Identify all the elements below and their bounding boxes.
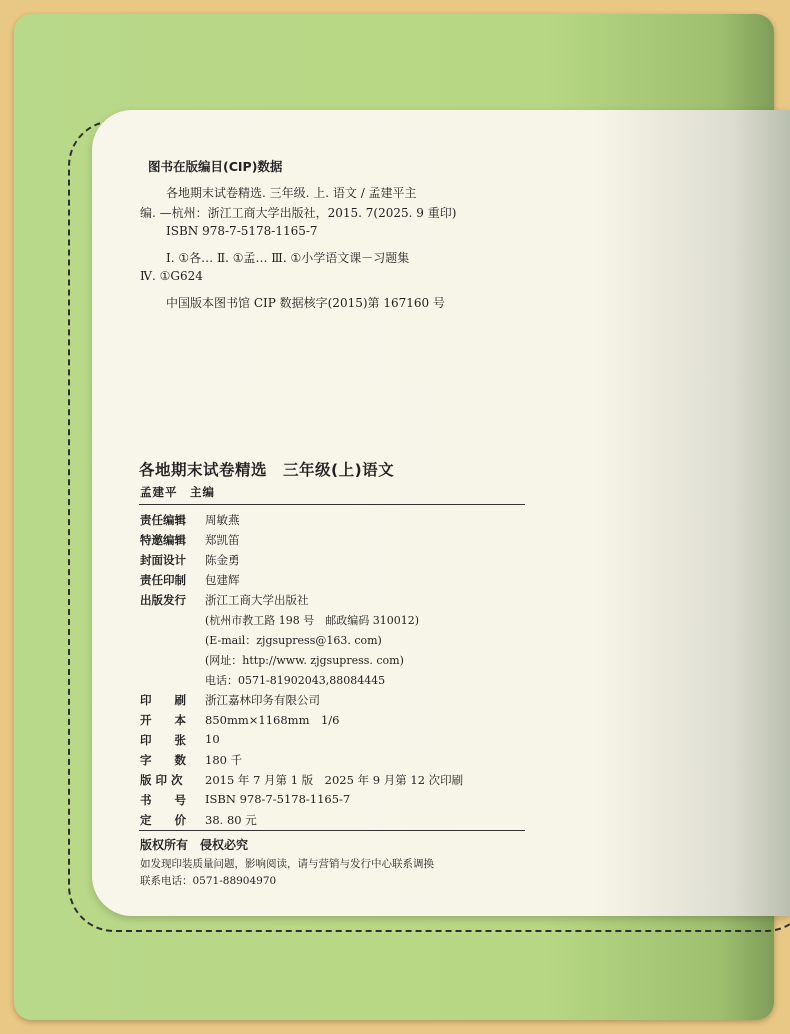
credit-value: 陈金勇 bbox=[205, 553, 240, 567]
price-value: 38. 80 元 bbox=[205, 813, 257, 827]
publisher-name: 浙江工商大学出版社 bbox=[205, 593, 309, 607]
publisher-website: (网址：http://www. zjgsupress. com) bbox=[205, 654, 404, 667]
cip-class-1: Ⅰ. ①各… Ⅱ. ①孟… Ⅲ. ①小学语文课－习题集 bbox=[166, 251, 410, 265]
copyright-notice: 如发现印装质量问题，影响阅读，请与营销与发行中心联系调换 bbox=[140, 858, 434, 870]
credit-value: 郑凯笛 bbox=[205, 533, 240, 547]
cip-line-2: 编. —杭州：浙江工商大学出版社，2015. 7(2025. 9 重印) bbox=[140, 206, 457, 220]
spec-value: 180 千 bbox=[205, 753, 243, 767]
contact-phone: 联系电话：0571-88904970 bbox=[140, 875, 277, 887]
spec-key: 印 刷 bbox=[140, 693, 186, 707]
credit-key: 封面设计 bbox=[140, 553, 186, 567]
divider-bottom bbox=[139, 830, 525, 831]
spec-key: 印 张 bbox=[140, 733, 186, 747]
publisher-phone: 电话：0571-81902043,88084445 bbox=[205, 674, 386, 687]
book-title: 各地期末试卷精选 三年级(上)语文 bbox=[139, 461, 395, 479]
divider-top bbox=[139, 504, 525, 505]
book-editor: 孟建平 主编 bbox=[140, 485, 215, 499]
cip-record-number: 中国版本图书馆 CIP 数据核字(2015)第 167160 号 bbox=[166, 296, 445, 310]
spec-key: 开 本 bbox=[140, 713, 186, 727]
credit-key: 责任编辑 bbox=[140, 513, 186, 527]
cip-line-1: 各地期末试卷精选. 三年级. 上. 语文 / 孟建平主 bbox=[166, 186, 417, 200]
credit-key: 责任印制 bbox=[140, 573, 186, 587]
credit-key: 出版发行 bbox=[140, 593, 186, 607]
spec-key: 字 数 bbox=[140, 753, 186, 767]
cip-isbn: ISBN 978-7-5178-1165-7 bbox=[166, 224, 318, 238]
copyright-title: 版权所有 侵权必究 bbox=[140, 838, 249, 852]
credit-value: 周敏燕 bbox=[205, 513, 240, 527]
spec-key: 定 价 bbox=[140, 813, 186, 827]
spec-value: 10 bbox=[205, 732, 220, 746]
credit-key: 特邀编辑 bbox=[140, 533, 186, 547]
spec-key: 版 印 次 bbox=[140, 773, 183, 787]
spec-value: 850mm×1168mm 1/6 bbox=[205, 713, 340, 727]
cip-title: 图书在版编目(CIP)数据 bbox=[148, 159, 283, 174]
spec-value: 2015 年 7 月第 1 版 2025 年 9 月第 12 次印刷 bbox=[205, 773, 464, 787]
credit-value: 包建辉 bbox=[205, 573, 240, 587]
spec-value: 浙江嘉林印务有限公司 bbox=[205, 693, 320, 707]
spec-value: ISBN 978-7-5178-1165-7 bbox=[205, 792, 351, 806]
publisher-email: (E-mail：zjgsupress@163. com) bbox=[205, 634, 382, 647]
spec-key: 书 号 bbox=[140, 793, 186, 807]
cip-class-2: Ⅳ. ①G624 bbox=[140, 269, 203, 283]
publisher-address: (杭州市教工路 198 号 邮政编码 310012) bbox=[205, 614, 420, 627]
